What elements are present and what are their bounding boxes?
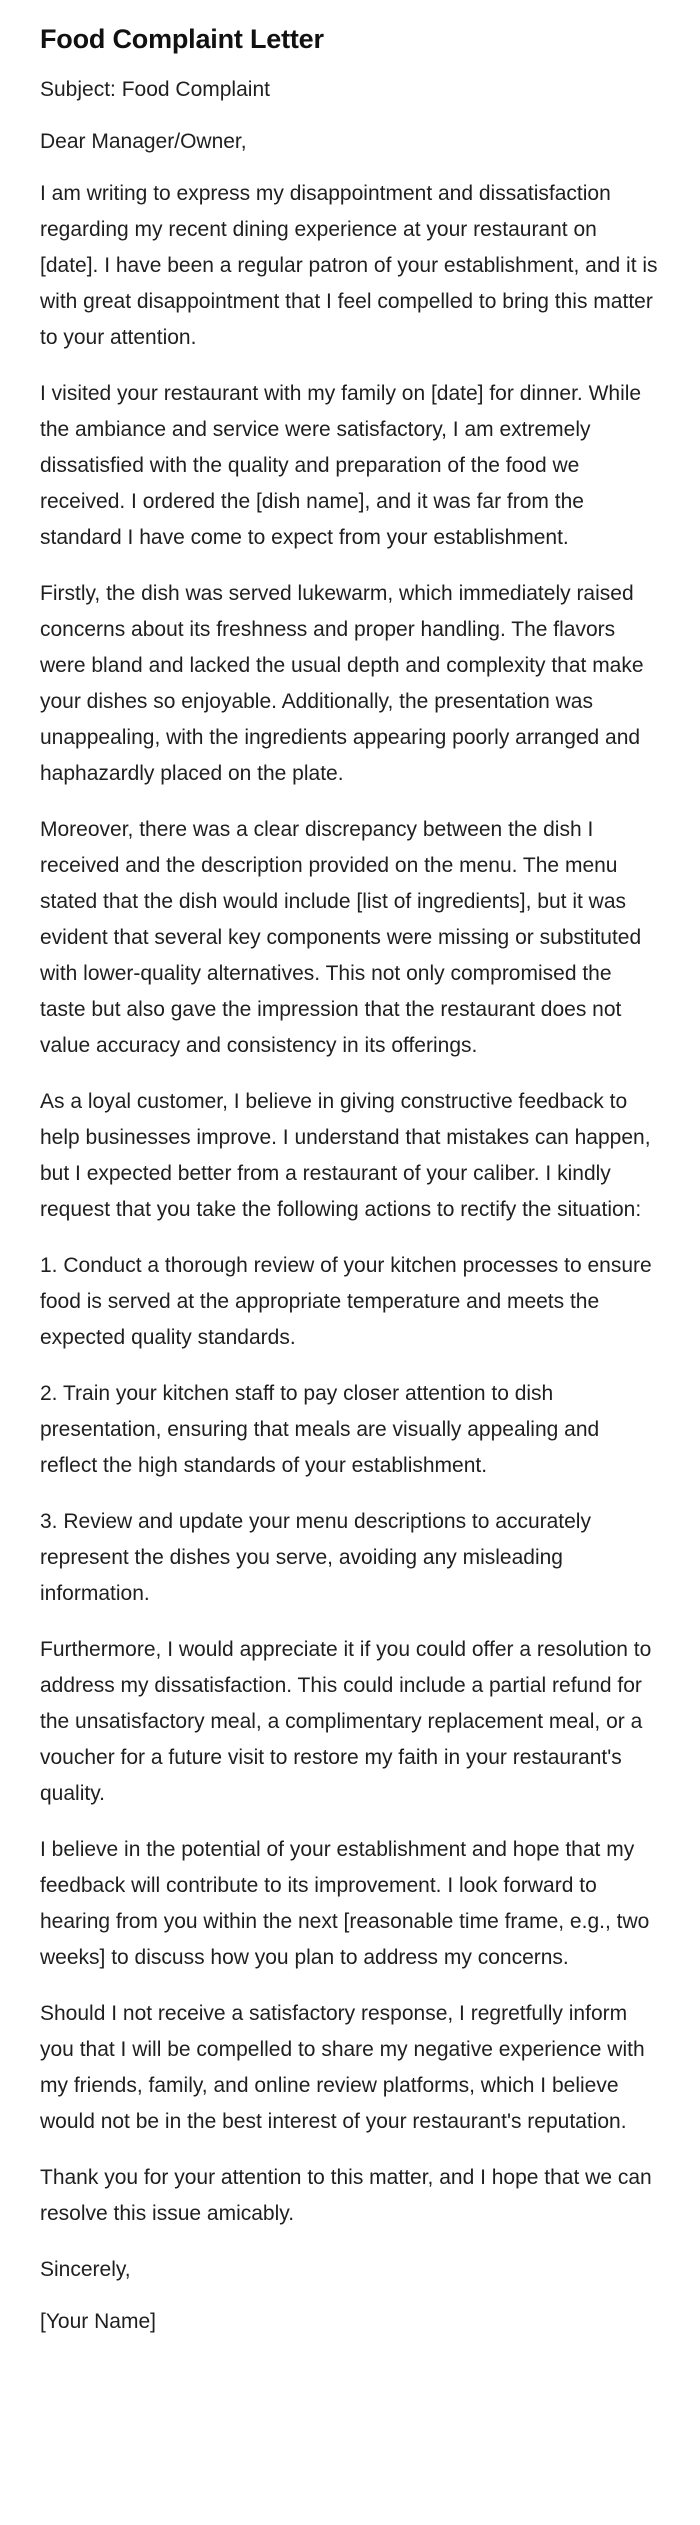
page-title: Food Complaint Letter (40, 24, 324, 54)
paragraph-firstly: Firstly, the dish was served lukewarm, which immediately raised concerns about its freshness and proper handling. The flavors were bland and lacked the usual depth and complexity that make your dishes so enjoyable. Additionally, the presentation was unappealing, with the ingredients appearing poorly arranged and haphazardly placed on the plate. (40, 582, 644, 785)
closing: Sincerely, (40, 2258, 131, 2281)
action-item-1: 1. Conduct a thorough review of your kitchen processes to ensure food is served at the appropriate temperature and meets the expected quality standards. (40, 1254, 652, 1349)
paragraph-request: As a loyal customer, I believe in giving constructive feedback to help businesses improve. I understand that mistakes can happen, but I expected better from a restaurant of your caliber. I kindly request that you take the following actions to rectify the situation: (40, 1090, 651, 1221)
paragraph-visit: I visited your restaurant with my family on [date] for dinner. While the ambiance and service were satisfactory, I am extremely dissatisfied with the quality and preparation of the food we received. I ordered the [dish name], and it was far from the standard I have come to expect from your establishment. (40, 382, 642, 549)
action-item-2: 2. Train your kitchen staff to pay closer attention to dish presentation, ensuring that meals are visually appealing and reflect the high standards of your establishment. (40, 1382, 600, 1477)
paragraph-thanks: Thank you for your attention to this matter, and I hope that we can resolve this issue amicably. (40, 2166, 652, 2225)
signature: [Your Name] (40, 2310, 156, 2333)
salutation: Dear Manager/Owner, (40, 130, 247, 153)
subject-line: Subject: Food Complaint (40, 78, 270, 101)
paragraph-follow-up: I believe in the potential of your establishment and hope that my feedback will contribute to its improvement. I look forward to hearing from you within the next [reasonable time frame, e.g., two weeks] to discuss how you plan to address my concerns. (40, 1838, 650, 1969)
paragraph-resolution: Furthermore, I would appreciate it if you could offer a resolution to address my dissatisfaction. This could include a partial refund for the unsatisfactory meal, a complimentary replacement meal, or a voucher for a future visit to restore my faith in your restaurant's quality. (40, 1638, 652, 1805)
action-item-3: 3. Review and update your menu descriptions to accurately represent the dishes you serve, avoiding any misleading information. (40, 1510, 591, 1605)
paragraph-consequence: Should I not receive a satisfactory response, I regretfully inform you that I will be compelled to share my negative experience with my friends, family, and online review platforms, which I believe would not be in the best interest of your restaurant's reputation. (40, 2002, 645, 2133)
paragraph-moreover: Moreover, there was a clear discrepancy between the dish I received and the description provided on the menu. The menu stated that the dish would include [list of ingredients], but it was evident that several key components were missing or substituted with lower-quality alternatives. This not only compromised the taste but also gave the impression that the restaurant does not value accuracy and consistency in its offerings. (40, 818, 642, 1057)
paragraph-intro: I am writing to express my disappointment and dissatisfaction regarding my recent dining experience at your restaurant on [date]. I have been a regular patron of your establishment, and it is with great disappointment that I feel compelled to bring this matter to your attention. (40, 182, 658, 349)
